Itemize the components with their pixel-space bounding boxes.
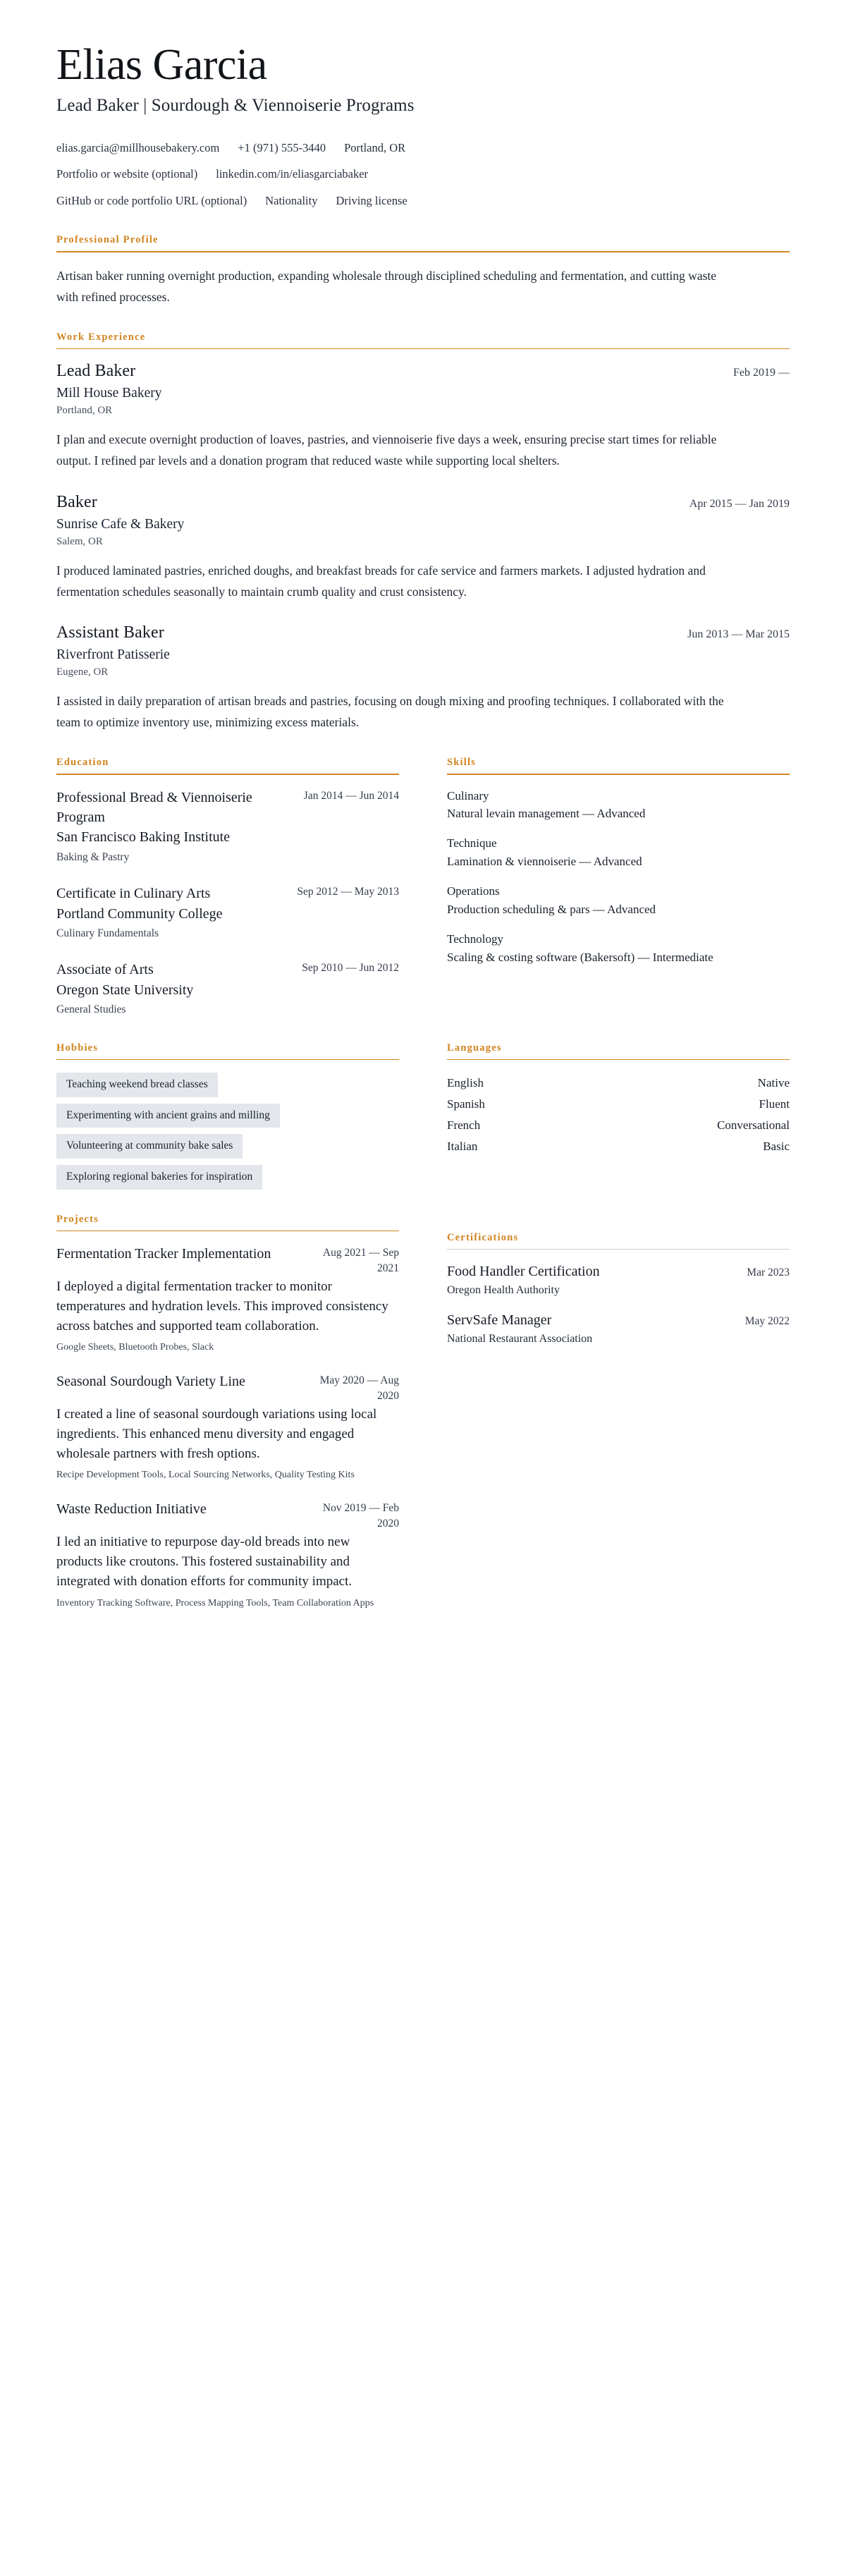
project-stack: Recipe Development Tools, Local Sourcing Networks, Quality Testing Kits (56, 1470, 355, 1481)
language-name: English (447, 1076, 484, 1090)
skill-group (447, 835, 790, 870)
hobby-chip: Exploring regional bakeries for inspiration (56, 1165, 262, 1190)
job-dates: Jun 2013 — Mar 2015 (687, 628, 790, 640)
job-location: Portland, OR (56, 405, 113, 417)
skill-detail: Production scheduling & pars — Advanced (447, 903, 656, 917)
language-level: Conversational (717, 1118, 790, 1133)
projects-certifications-columns (56, 1214, 790, 1611)
section-title-hobbies: Hobbies (56, 1042, 99, 1054)
education-column (56, 757, 399, 1018)
education-entry (56, 960, 399, 1018)
job-organization: Mill House Bakery (56, 386, 162, 401)
skill-category: Technology (447, 932, 504, 946)
language-row (447, 1073, 790, 1094)
hobbies-languages-columns (56, 1042, 790, 1190)
job-description: I assisted in daily preparation of artisan breads and pastries, focusing on dough mixing and proofing techniques. I collaborated with the team to optimize inventory use, minimizing excess materials. (56, 693, 724, 729)
contact-row (56, 166, 790, 183)
skill-category: Technique (447, 836, 497, 850)
project-description: I deployed a digital fermentation tracker to monitor temperatures and hydration levels. This improved consistency across batches and supported team collaboration. (56, 1279, 388, 1333)
certification-date: Mar 2023 (747, 1266, 790, 1278)
skill-detail: Scaling & costing software (Bakersoft) — Intermediate (447, 951, 713, 965)
language-name: Spanish (447, 1097, 485, 1111)
project-description: I created a line of seasonal sourdough variations using local ingredients. This enhanced menu diversity and engaged wholesale partners with fresh options. (56, 1407, 377, 1461)
resume-header (56, 42, 790, 210)
education-dates: Sep 2012 — May 2013 (297, 886, 399, 898)
language-level: Native (757, 1076, 790, 1090)
skills-column (447, 757, 790, 966)
education-entry-list (56, 775, 399, 1018)
contact-block (56, 140, 790, 210)
hobby-chip-list (56, 1073, 399, 1189)
job-organization: Riverfront Patisserie (56, 647, 170, 662)
language-row-list (447, 1060, 790, 1157)
project-name: Seasonal Sourdough Variety Line (56, 1374, 245, 1390)
certification-issuer: Oregon Health Authority (447, 1284, 560, 1296)
work-entry-header (56, 623, 790, 642)
education-field: General Studies (56, 1003, 126, 1016)
language-row (447, 1115, 790, 1136)
project-stack: Inventory Tracking Software, Process Mapping Tools, Team Collaboration Apps (56, 1597, 374, 1609)
candidate-headline: Lead Baker | Sourdough & Viennoiserie Programs (56, 95, 415, 115)
skill-category: Operations (447, 884, 500, 898)
education-school: Portland Community College (56, 905, 223, 922)
work-entry (56, 362, 790, 471)
skill-group (447, 788, 790, 823)
project-stack: Google Sheets, Bluetooth Probes, Slack (56, 1342, 214, 1353)
skill-detail: Lamination & viennoiserie — Advanced (447, 855, 642, 869)
section-title-skills: Skills (447, 756, 477, 768)
section-title-languages: Languages (447, 1042, 502, 1054)
skill-category: Culinary (447, 788, 489, 802)
job-location: Salem, OR (56, 535, 103, 547)
section-title-education: Education (56, 756, 109, 768)
education-degree: Associate of Arts (56, 962, 154, 978)
language-row (447, 1094, 790, 1115)
project-entry-list (56, 1231, 399, 1610)
project-entry-header (56, 1372, 399, 1404)
skill-group (447, 883, 790, 918)
section-work-experience (56, 331, 790, 733)
language-level: Basic (763, 1140, 790, 1154)
education-skills-columns (56, 757, 790, 1018)
contact-item[interactable]: linkedin.com/in/eliasgarciabaker (216, 167, 369, 181)
section-title-profile: Professional Profile (56, 233, 159, 245)
job-description: I plan and execute overnight production of loaves, pastries, and viennoiserie five days a week, ensuring precise start times for reliable output. I refined par levels and a donation program that reduced waste while supporting local shelters. (56, 432, 717, 468)
project-entry (56, 1499, 399, 1610)
project-entry-header (56, 1499, 399, 1532)
work-entry (56, 623, 790, 733)
projects-column (56, 1214, 399, 1611)
hobby-chip: Volunteering at community bake sales (56, 1134, 243, 1159)
certification-entry-list (447, 1250, 790, 1346)
education-field: Baking & Pastry (56, 850, 130, 863)
job-organization: Sunrise Cafe & Bakery (56, 516, 185, 532)
hobby-chip: Experimenting with ancient grains and milling (56, 1104, 280, 1128)
skill-group-list (447, 775, 790, 967)
job-title: Lead Baker (56, 362, 136, 381)
language-row (447, 1136, 790, 1157)
section-title-projects: Projects (56, 1213, 99, 1225)
education-dates: Sep 2010 — Jun 2012 (302, 962, 399, 975)
section-title-work: Work Experience (56, 331, 146, 343)
contact-item[interactable]: GitHub or code portfolio URL (optional) (56, 194, 247, 208)
certification-entry (447, 1262, 790, 1298)
work-entry (56, 493, 790, 602)
certification-issuer: National Restaurant Association (447, 1332, 593, 1345)
work-entry-list (56, 349, 790, 733)
work-entry-header (56, 362, 790, 381)
certification-entry-header (447, 1311, 790, 1330)
project-entry-header (56, 1244, 399, 1276)
certification-name: ServSafe Manager (447, 1312, 552, 1328)
job-location: Eugene, OR (56, 666, 109, 678)
language-level: Fluent (759, 1097, 790, 1111)
education-entry (56, 788, 399, 866)
education-entry (56, 884, 399, 941)
project-dates: Nov 2019 — Feb 2020 (322, 1502, 399, 1530)
contact-item[interactable]: +1 (971) 555-3440 (238, 140, 326, 154)
contact-item[interactable]: elias.garcia@millhousebakery.com (56, 140, 220, 154)
skill-group (447, 931, 790, 966)
hobby-chip: Teaching weekend bread classes (56, 1073, 218, 1097)
education-school: San Francisco Baking Institute (56, 829, 231, 846)
certification-date: May 2022 (744, 1314, 790, 1327)
candidate-name: Elias Garcia (56, 41, 267, 89)
certification-entry (447, 1311, 790, 1347)
hobbies-column (56, 1042, 399, 1190)
job-description: I produced laminated pastries, enriched doughs, and breakfast breads for cafe service and farmers markets. I adjusted hydration and fermentation schedules seasonally to maintain crumb quality and crust consistency. (56, 563, 706, 599)
education-entry-header (56, 884, 399, 903)
project-entry (56, 1372, 399, 1482)
job-title: Assistant Baker (56, 623, 164, 642)
certifications-top-spacer (447, 1214, 790, 1232)
languages-column (447, 1042, 790, 1158)
section-title-certifications: Certifications (447, 1231, 519, 1243)
education-entry-header (56, 788, 399, 828)
contact-item[interactable]: Portfolio or website (optional) (56, 167, 198, 181)
contact-item[interactable]: Nationality (265, 194, 318, 208)
certifications-column (447, 1214, 790, 1347)
job-dates: Feb 2019 — (733, 367, 790, 379)
education-entry-header (56, 960, 399, 979)
education-field: Culinary Fundamentals (56, 927, 159, 939)
certification-entry-header (447, 1262, 790, 1281)
language-name: Italian (447, 1140, 478, 1154)
language-name: French (447, 1118, 481, 1133)
education-dates: Jan 2014 — Jun 2014 (303, 789, 399, 802)
education-degree: Certificate in Culinary Arts (56, 886, 211, 902)
project-dates: Aug 2021 — Sep 2021 (322, 1247, 399, 1275)
profile-text: Artisan baker running overnight production, expanding wholesale through disciplined scheduling and fermentation, and cutting waste with refined processes. (56, 268, 717, 304)
project-name: Fermentation Tracker Implementation (56, 1246, 271, 1262)
contact-row (56, 140, 790, 157)
contact-item[interactable]: Driving license (336, 194, 407, 208)
certification-name: Food Handler Certification (447, 1264, 600, 1279)
job-title: Baker (56, 492, 97, 511)
contact-row (56, 193, 790, 210)
project-entry (56, 1244, 399, 1355)
project-name: Waste Reduction Initiative (56, 1501, 207, 1518)
job-dates: Apr 2015 — Jan 2019 (689, 497, 790, 510)
education-school: Oregon State University (56, 982, 194, 998)
contact-item[interactable]: Portland, OR (344, 140, 406, 154)
work-entry-header (56, 493, 790, 512)
project-description: I led an initiative to repurpose day-old breads into new products like croutons. This fostered sustainability and integrated with donation efforts for community impact. (56, 1534, 352, 1589)
section-professional-profile (56, 234, 790, 307)
education-degree: Professional Bread & Viennoiserie Program (56, 789, 252, 825)
skill-detail: Natural levain management — Advanced (447, 807, 646, 821)
project-dates: May 2020 — Aug 2020 (319, 1374, 399, 1403)
